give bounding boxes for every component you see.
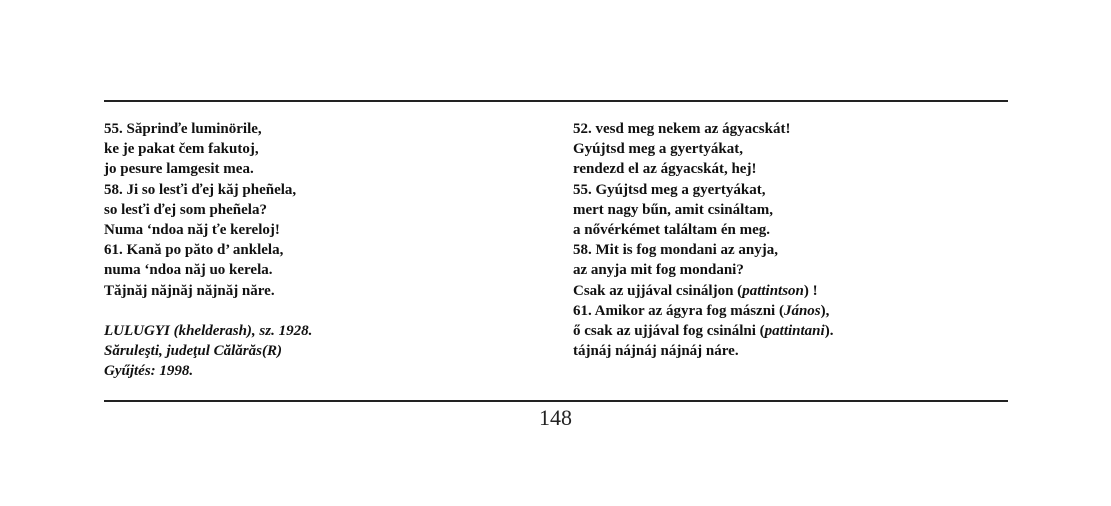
performer-name: LULUGYI (khelderash), sz. 1928. <box>104 322 313 339</box>
page-number: 148 <box>539 405 572 430</box>
translation-line: a nővérkémet találtam én meg. <box>573 222 771 239</box>
line-text-before: Csak az ujjával csináljon ( <box>573 282 743 299</box>
translation-line: 58. Mit is fog mondani az anyja, <box>573 242 779 259</box>
left-column-romani-text <box>104 119 544 381</box>
verse-line: 61. Kană po păto d’ anklela, <box>104 242 284 259</box>
line-text-after: ) ! <box>803 282 818 299</box>
translation-line <box>573 281 1003 301</box>
italic-gloss: pattintani <box>764 323 825 340</box>
translation-line: rendezd el az ágyacskát, hej! <box>573 161 757 178</box>
translation-line: 55. Gyújtsd meg a gyertyákat, <box>573 181 766 198</box>
translation-line: tájnáj nájnáj nájnáj náre. <box>573 343 739 360</box>
verse-line: so lesťi ďej som pheñela? <box>104 201 267 218</box>
right-column-hungarian-text <box>573 119 1003 361</box>
translation-line: 52. vesd meg nekem az ágyacskát! <box>573 121 791 137</box>
collection-date: Gyűjtés: 1998. <box>104 363 194 380</box>
performer-location: Săruleşti, judeţul Călărăs(R) <box>104 343 282 360</box>
translation-line <box>573 321 1003 341</box>
line-text-before: 61. Amikor az ágyra fog mászni ( <box>573 302 784 319</box>
line-text-before: ő csak az ujjával fog csinálni ( <box>573 323 765 340</box>
bottom-rule <box>104 400 1008 402</box>
top-rule <box>104 100 1008 102</box>
performer-credits <box>104 321 544 382</box>
translation-line <box>573 301 1003 321</box>
translation-line: Gyújtsd meg a gyertyákat, <box>573 141 743 158</box>
verse-line: Tăjnăj năjnăj năjnăj năre. <box>104 282 275 299</box>
italic-gloss: pattintson <box>742 282 804 299</box>
verse-line: 58. Ji so lesťi ďej kăj pheñela, <box>104 181 297 198</box>
translation-line: mert nagy bűn, amit csináltam, <box>573 201 773 218</box>
line-text-after: ). <box>824 323 834 340</box>
verse-line: 55. Săprinďe luminörile, <box>104 121 262 137</box>
verse-line: numa ‘ndoa năj uo kerela. <box>104 262 273 279</box>
line-text-after: ), <box>820 302 830 319</box>
verse-line: jo pesure lamgesit mea. <box>104 161 254 178</box>
verse-line: ke je pakat čem fakutoj, <box>104 141 259 158</box>
italic-gloss: János <box>783 302 821 319</box>
translation-line: az anyja mit fog mondani? <box>573 262 744 279</box>
verse-line: Numa ‘ndoa năj ťe kereloj! <box>104 222 280 239</box>
